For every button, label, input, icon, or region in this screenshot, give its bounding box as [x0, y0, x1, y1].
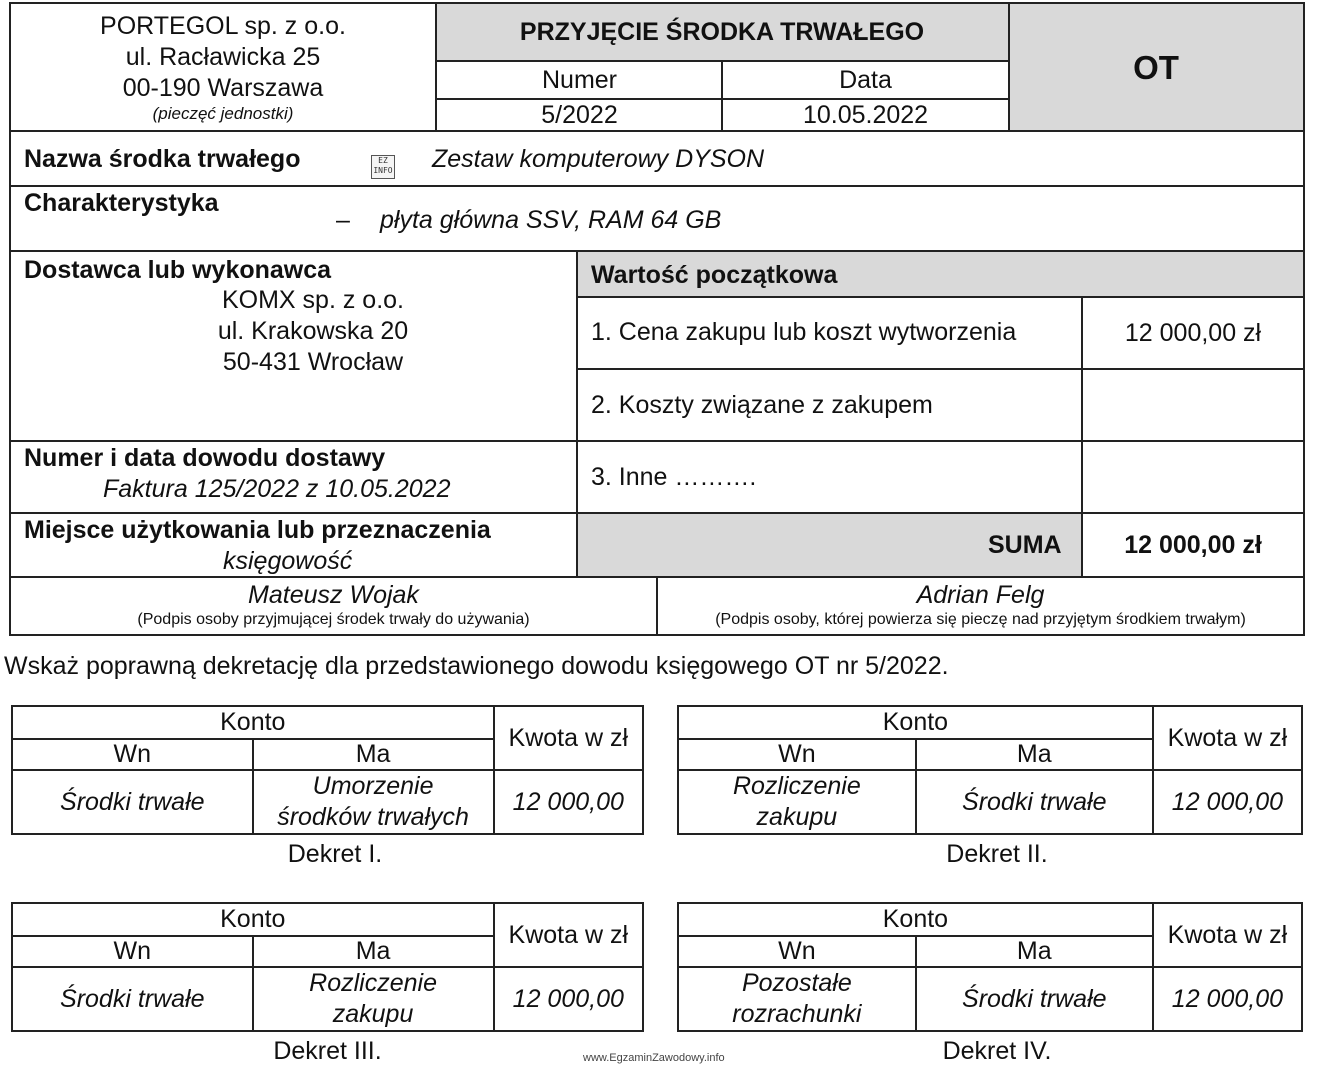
- value-row3-amount: [1083, 442, 1303, 512]
- document-title: PRZYJĘCIE ŚRODKA TRWAŁEGO: [436, 4, 1008, 60]
- kwota-header: Kwota w zł: [494, 903, 643, 967]
- characteristics-label: Charakterystyka: [24, 189, 219, 217]
- characteristics-dash: –: [336, 206, 350, 234]
- company-street: ul. Racławicka 25: [125, 42, 321, 71]
- ma-header: Ma: [253, 739, 494, 770]
- kwota-header: Kwota w zł: [494, 706, 643, 770]
- company-name: PORTEGOL sp. z o.o.: [100, 11, 346, 40]
- divider: [9, 185, 1305, 187]
- decree-table-1: [11, 705, 644, 835]
- date-label: Data: [839, 65, 892, 94]
- decree-caption-4: Dekret IV.: [942, 1037, 1052, 1065]
- divider: [9, 130, 1305, 132]
- document-code: OT: [1009, 4, 1303, 131]
- sum-amount: 12 000,00 zł: [1124, 530, 1262, 559]
- ma-account: Umorzenie środków trwałych: [253, 770, 494, 834]
- asset-name-label: Nazwa środka trwałego: [24, 145, 301, 173]
- amount: 12 000,00: [1153, 967, 1302, 1031]
- konto-header: Konto: [12, 706, 494, 739]
- question-text: Wskaż poprawną dekretację dla przedstawionego dowodu księgowego OT nr 5/2022.: [4, 652, 949, 680]
- company-city: 00-190 Warszawa: [122, 73, 324, 102]
- company-stamp: [11, 4, 435, 130]
- wn-account: Pozostałe rozrachunki: [678, 967, 916, 1031]
- value-row1-label: 1. Cena zakupu lub koszt wytworzenia: [591, 318, 1017, 346]
- ma-header: Ma: [253, 936, 494, 967]
- signature-left-note: (Podpis osoby przyjmującej środek trwały do używania): [137, 611, 530, 628]
- wn-header: Wn: [678, 739, 916, 770]
- supplier-street: ul. Krakowska 20: [217, 317, 409, 345]
- kwota-header: Kwota w zł: [1153, 706, 1302, 770]
- supplier-city: 50-431 Wrocław: [222, 348, 404, 376]
- asset-name-value: Zestaw komputerowy DYSON: [432, 145, 765, 173]
- ez-info-icon: EZ INFO: [371, 155, 395, 179]
- decree-table-2: [677, 705, 1303, 835]
- wn-account: Rozliczenie zakupu: [678, 770, 916, 834]
- amount: 12 000,00: [494, 770, 643, 834]
- wn-account: Środki trwałe: [12, 770, 253, 834]
- place-label: Miejsce użytkowania lub przeznaczenia: [24, 516, 491, 544]
- decree-table-4: [677, 902, 1303, 1032]
- wn-header: Wn: [678, 936, 916, 967]
- delivery-value: Faktura 125/2022 z 10.05.2022: [103, 475, 451, 503]
- ma-account: Środki trwałe: [916, 967, 1153, 1031]
- characteristics-value: płyta główna SSV, RAM 64 GB: [380, 206, 722, 234]
- wn-header: Wn: [12, 739, 253, 770]
- supplier-label: Dostawca lub wykonawca: [24, 256, 332, 284]
- divider: [721, 60, 723, 132]
- kwota-header: Kwota w zł: [1153, 903, 1302, 967]
- decree-caption-2: Dekret II.: [946, 840, 1048, 868]
- ma-account: Rozliczenie zakupu: [253, 967, 494, 1031]
- ma-header: Ma: [916, 936, 1153, 967]
- value-row2-amount: [1083, 370, 1303, 440]
- value-title: Wartość początkowa: [591, 261, 838, 289]
- value-row1-amount: 12 000,00 zł: [1124, 318, 1262, 347]
- signature-right-name: Adrian Felg: [916, 581, 1045, 609]
- supplier-name: KOMX sp. z o.o.: [221, 286, 404, 314]
- konto-header: Konto: [12, 903, 494, 936]
- signature-right-note: (Podpis osoby, której powierza się pieczę nad przyjętym środkiem trwałym): [715, 611, 1246, 628]
- signature-left-name: Mateusz Wojak: [248, 581, 419, 609]
- date-value: 10.05.2022: [802, 101, 929, 129]
- delivery-label: Numer i data dowodu dostawy: [24, 444, 386, 472]
- watermark-link[interactable]: www.EgzaminZawodowy.info: [583, 1052, 725, 1064]
- divider: [435, 2, 437, 132]
- wn-header: Wn: [12, 936, 253, 967]
- divider: [1008, 2, 1010, 132]
- decree-caption-3: Dekret III.: [273, 1037, 382, 1065]
- konto-header: Konto: [678, 706, 1153, 739]
- decree-table-3: [11, 902, 644, 1032]
- ma-account: Środki trwałe: [916, 770, 1153, 834]
- wn-account: Środki trwałe: [12, 967, 253, 1031]
- stamp-note: (pieczęć jednostki): [152, 103, 294, 123]
- sum-label: SUMA: [988, 531, 1062, 559]
- signature-left: [11, 580, 656, 630]
- decree-caption-1: Dekret I.: [287, 840, 383, 868]
- konto-header: Konto: [678, 903, 1153, 936]
- ma-header: Ma: [916, 739, 1153, 770]
- value-row3-label: 3. Inne ……….: [591, 463, 757, 491]
- signature-right: [658, 580, 1303, 630]
- amount: 12 000,00: [494, 967, 643, 1031]
- supplier-address: [11, 285, 577, 378]
- amount: 12 000,00: [1153, 770, 1302, 834]
- value-row2-label: 2. Koszty związane z zakupem: [591, 391, 933, 419]
- place-value: księgowość: [223, 547, 353, 575]
- number-value: 5/2022: [541, 101, 618, 129]
- number-label: Numer: [541, 65, 617, 94]
